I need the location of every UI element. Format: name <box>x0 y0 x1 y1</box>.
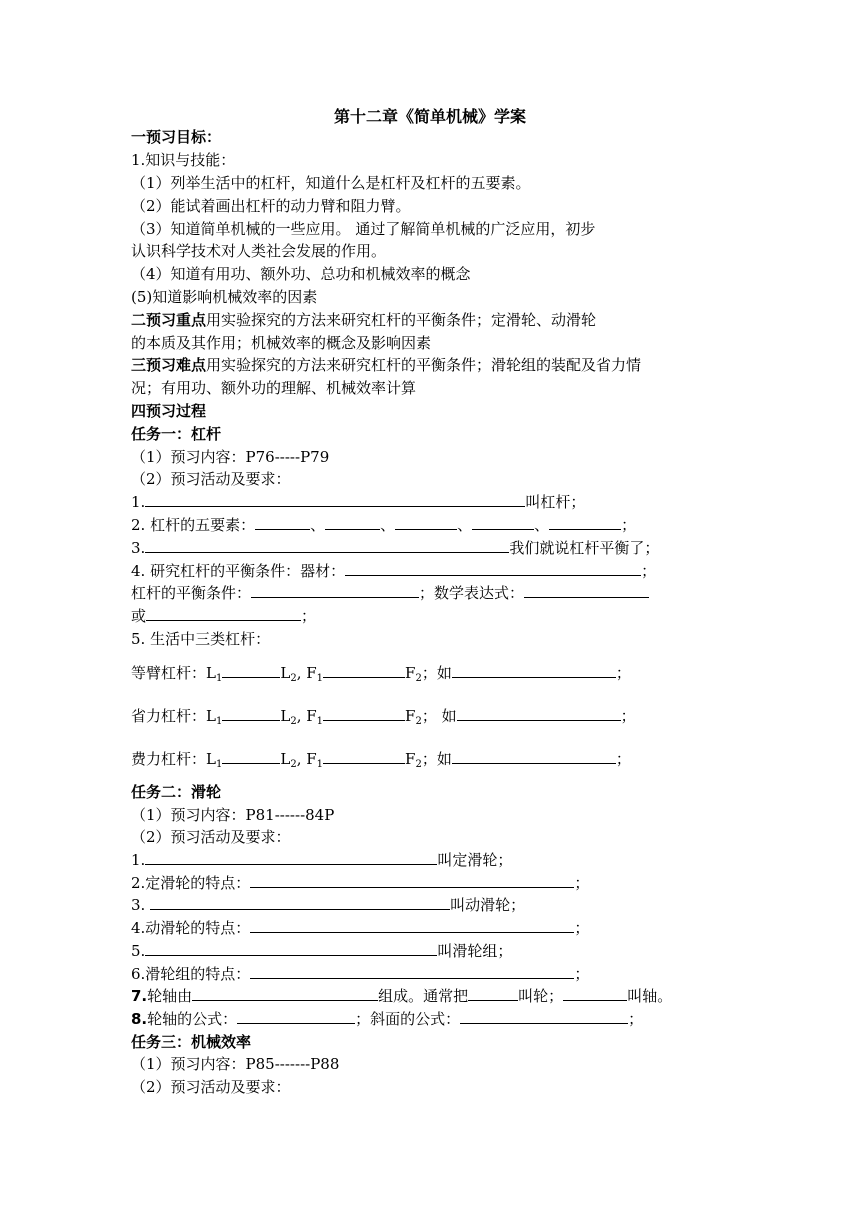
task2-q6: 6.滑轮组的特点： ； <box>131 965 590 983</box>
goals-line: 认识科学技术对人类社会发展的作用。 <box>131 242 387 260</box>
goals-heading: 一预习目标： <box>131 128 222 146</box>
answer-blank[interactable] <box>457 705 621 721</box>
task3-activity: （2）预习活动及要求： <box>131 1078 291 1096</box>
answer-blank[interactable] <box>250 872 574 888</box>
task1-q1: 1. 叫杠杆； <box>131 493 586 511</box>
task2-q5: 5. 叫滑轮组； <box>131 942 513 960</box>
task1-q4c: 或 ； <box>131 607 317 625</box>
answer-blank[interactable] <box>452 748 616 764</box>
task1-heading: 任务一：杠杆 <box>131 425 222 443</box>
process-heading: 四预习过程 <box>131 402 207 420</box>
answer-blank[interactable] <box>146 605 301 621</box>
task1-q4: 4. 研究杠杆的平衡条件：器材： ； <box>131 562 657 580</box>
answer-blank[interactable] <box>250 917 574 933</box>
lever-row: 等臂杠杆：$L_1$ $L_2$, $F_1$ $F_2$；如 ； <box>131 664 631 684</box>
task3-heading: 任务三：机械效率 <box>131 1033 252 1051</box>
goals-line: 1.知识与技能： <box>131 151 236 169</box>
key-label: 二预习重点 <box>131 311 207 329</box>
answer-blank[interactable] <box>222 662 280 678</box>
answer-blank[interactable] <box>345 560 641 576</box>
answer-blank[interactable] <box>549 514 621 530</box>
answer-blank[interactable] <box>222 705 280 721</box>
answer-blank[interactable] <box>145 940 437 956</box>
goals-line: （4）知道有用功、额外功、总功和机械效率的概念 <box>131 265 471 283</box>
task1-q3: 3. 我们就说杠杆平衡了； <box>131 539 660 557</box>
task2-content: （1）预习内容：P81------84P <box>131 806 335 824</box>
task1-q4b: 杠杆的平衡条件： ；数学表达式： <box>131 582 649 604</box>
answer-blank[interactable] <box>145 537 509 553</box>
answer-blank[interactable] <box>250 963 574 979</box>
answer-blank[interactable] <box>325 514 380 530</box>
answer-blank[interactable] <box>323 662 405 678</box>
answer-blank[interactable] <box>395 514 457 530</box>
task2-q8: 8.轮轴的公式： ；斜面的公式： ； <box>131 1010 644 1028</box>
goals-line: (5)知道影响机械效率的因素 <box>131 288 318 306</box>
difficult-label: 三预习难点 <box>131 356 207 374</box>
answer-blank[interactable] <box>145 491 525 507</box>
answer-blank[interactable] <box>323 705 405 721</box>
lever-row: 费力杠杆：$L_1$ $L_2$, $F_1$ $F_2$；如 ； <box>131 750 631 770</box>
lever-row: 省力杠杆：$L_1$ $L_2$, $F_1$ $F_2$； 如 ； <box>131 707 636 727</box>
task2-activity: （2）预习活动及要求： <box>131 828 291 846</box>
task3-content: （1）预习内容：P85-------P88 <box>131 1055 340 1073</box>
task2-q4: 4.动滑轮的特点： ； <box>131 919 590 937</box>
goals-line: （1）列举生活中的杠杆，知道什么是杠杆及杠杆的五要素。 <box>131 174 531 192</box>
task1-activity: （2）预习活动及要求： <box>131 470 291 488</box>
difficult-text: 用实验探究的方法来研究杠杆的平衡条件；滑轮组的装配及省力情 <box>206 356 642 374</box>
key-text-cont: 的本质及其作用；机械效率的概念及影响因素 <box>131 334 432 352</box>
goals-line: （2）能试着画出杠杆的动力臂和阻力臂。 <box>131 197 411 215</box>
answer-blank[interactable] <box>255 514 310 530</box>
key-text: 用实验探究的方法来研究杠杆的平衡条件；定滑轮、动滑轮 <box>206 311 597 329</box>
answer-blank[interactable] <box>150 894 450 910</box>
difficult-points <box>131 354 641 376</box>
answer-blank[interactable] <box>563 985 627 1001</box>
task2-q1: 1. 叫定滑轮； <box>131 851 513 869</box>
page-title: 第十二章《简单机械》学案 <box>333 107 526 126</box>
goals-line: （3）知道简单机械的一些应用。 通过了解简单机械的广泛应用，初步 <box>131 220 596 238</box>
task2-heading: 任务二：滑轮 <box>131 783 222 801</box>
answer-blank[interactable] <box>192 985 378 1001</box>
answer-blank[interactable] <box>524 582 649 598</box>
answer-blank[interactable] <box>468 985 518 1001</box>
answer-blank[interactable] <box>452 662 616 678</box>
task2-q2: 2.定滑轮的特点： ； <box>131 874 590 892</box>
task1-q2: 2. 杠杆的五要素： 、 、 、 、 ； <box>131 516 637 534</box>
task1-q5: 5. 生活中三类杠杆： <box>131 630 271 648</box>
answer-blank[interactable] <box>323 748 405 764</box>
answer-blank[interactable] <box>222 748 280 764</box>
task2-q3: 3. 叫动滑轮； <box>131 896 526 914</box>
difficult-text-cont: 况；有用功、额外功的理解、机械效率计算 <box>131 379 417 397</box>
task1-content: （1）预习内容：P76-----P79 <box>131 448 330 466</box>
key-points <box>131 309 596 331</box>
answer-blank[interactable] <box>460 1008 628 1024</box>
answer-blank[interactable] <box>237 1008 355 1024</box>
answer-blank[interactable] <box>251 582 419 598</box>
answer-blank[interactable] <box>472 514 534 530</box>
task2-q7: 7.轮轴由 组成。通常把 叫轮； 叫轴。 <box>131 987 673 1005</box>
answer-blank[interactable] <box>145 849 437 865</box>
